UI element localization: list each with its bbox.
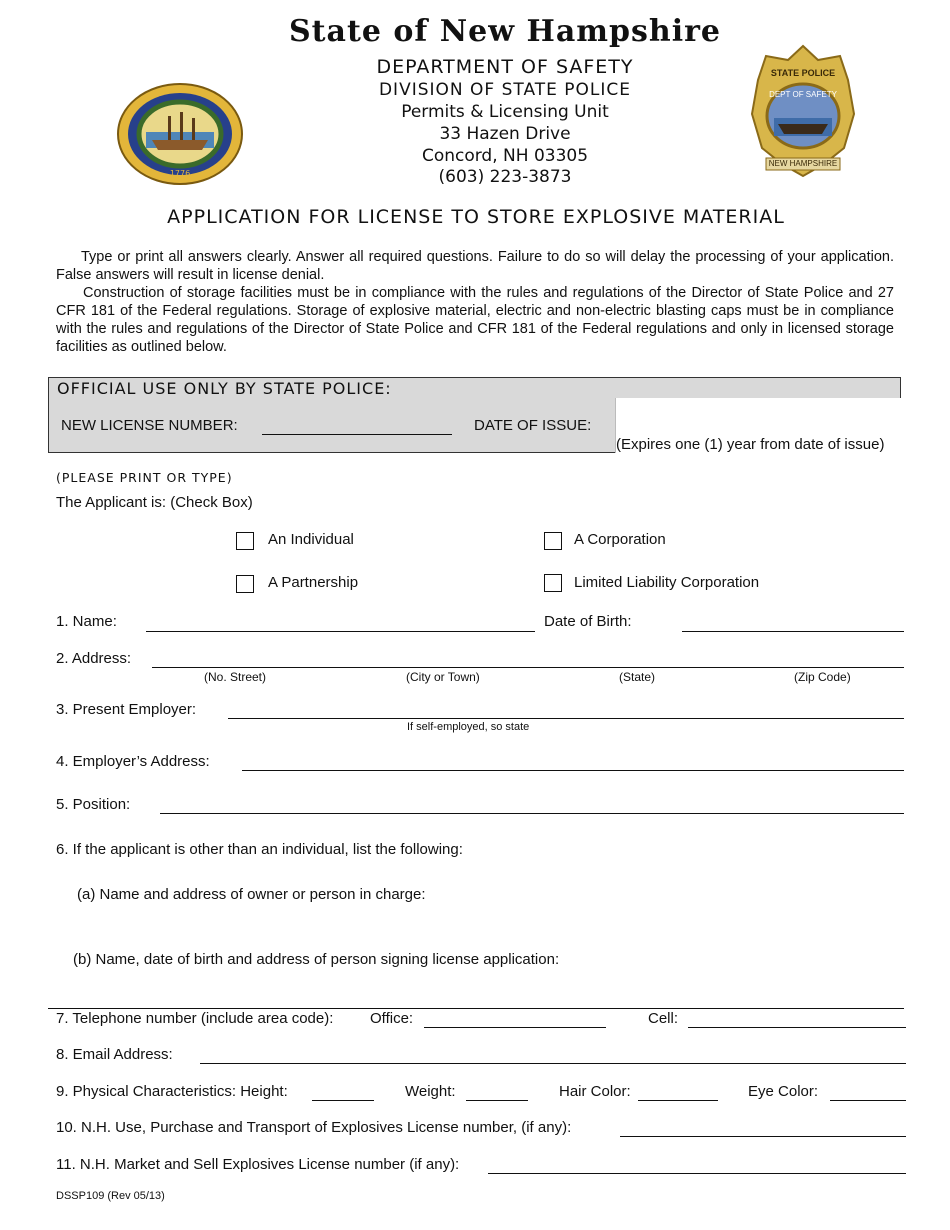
address-zip-hint: (Zip Code) — [794, 670, 851, 684]
form-revision: DSSP109 (Rev 05/13) — [56, 1190, 165, 1202]
address-label: 2. Address: — [56, 650, 132, 667]
badge-bottom-text: NEW HAMPSHIRE — [768, 159, 838, 168]
address-input[interactable] — [152, 667, 904, 668]
telephone-label: 7. Telephone number (include area code): — [56, 1010, 334, 1027]
date-of-issue-label: DATE OF ISSUE: — [474, 417, 592, 434]
question-6a-label: (a) Name and address of owner or person in charge: — [77, 886, 426, 903]
division-name: DIVISION OF STATE POLICE — [378, 80, 632, 100]
email-label: 8. Email Address: — [56, 1046, 173, 1063]
form-title: APPLICATION FOR LICENSE TO STORE EXPLOSIVE MATERIAL — [167, 206, 785, 228]
question-6b-label: (b) Name, date of birth and address of person signing license application: — [73, 951, 560, 968]
new-license-input[interactable] — [262, 434, 452, 435]
email-input[interactable] — [200, 1063, 906, 1064]
state-title: State of New Hampshire — [289, 14, 721, 49]
cell-phone-input[interactable] — [688, 1027, 906, 1028]
eye-color-label: Eye Color: — [748, 1083, 819, 1100]
intro-paragraph-2: Construction of storage facilities must be in compliance with the rules and regulations of the Director of State Police and 27 CFR 181 of the Federal regulations. Storage of explosive material, electric and non-electric blasting caps must be in compliance with the rules and regulations of the Director of State Police and CFR 181 of the Federal regulations and only in licensed storage facilities as outlined below. — [56, 285, 894, 355]
individual-label: An Individual — [268, 531, 354, 548]
hair-color-label: Hair Color: — [559, 1083, 631, 1100]
use-purchase-license-label: 10. N.H. Use, Purchase and Transport of Explosives License number, (if any): — [56, 1119, 572, 1136]
position-input[interactable] — [160, 813, 904, 814]
applicant-type-label: The Applicant is: (Check Box) — [56, 494, 253, 511]
height-input[interactable] — [312, 1100, 374, 1101]
physical-height-label: 9. Physical Characteristics: Height: — [56, 1083, 288, 1100]
address-street-hint: (No. Street) — [204, 670, 267, 684]
dob-label: Date of Birth: — [544, 613, 632, 630]
phone-number: (603) 223-3873 — [438, 167, 572, 187]
eye-color-input[interactable] — [830, 1100, 906, 1101]
hair-color-input[interactable] — [638, 1100, 718, 1101]
cell-phone-label: Cell: — [648, 1010, 679, 1027]
market-sell-license-input[interactable] — [488, 1173, 906, 1174]
individual-checkbox[interactable] — [236, 532, 254, 550]
city-address: Concord, NH 03305 — [421, 146, 589, 166]
new-license-label: NEW LICENSE NUMBER: — [61, 417, 238, 434]
use-purchase-license-input[interactable] — [620, 1136, 906, 1137]
weight-input[interactable] — [466, 1100, 528, 1101]
employer-address-input[interactable] — [242, 770, 904, 771]
name-label: 1. Name: — [56, 613, 117, 630]
street-address: 33 Hazen Drive — [439, 124, 571, 144]
dob-input[interactable] — [682, 631, 904, 632]
question-6b-input[interactable] — [48, 1008, 904, 1009]
intro-paragraph-1: Type or print all answers clearly. Answer all required questions. Failure to do so will delay the processing of your application. False answers will result in license denial. — [56, 249, 894, 283]
badge-top-text: STATE POLICE — [770, 68, 836, 78]
badge-ring-text: DEPT OF SAFETY — [769, 90, 837, 99]
position-label: 5. Position: — [56, 796, 131, 813]
employer-input[interactable] — [228, 718, 904, 719]
please-print-note: (PLEASE PRINT OR TYPE) — [56, 470, 233, 485]
name-input[interactable] — [146, 631, 535, 632]
market-sell-license-label: 11. N.H. Market and Sell Explosives License number (if any): — [56, 1156, 460, 1173]
office-phone-input[interactable] — [424, 1027, 606, 1028]
official-use-box — [48, 377, 901, 453]
employer-label: 3. Present Employer: — [56, 701, 197, 718]
self-employed-hint: If self-employed, so state — [407, 721, 530, 733]
office-phone-label: Office: — [370, 1010, 414, 1027]
expires-note: (Expires one (1) year from date of issue) — [616, 436, 885, 453]
address-state-hint: (State) — [619, 670, 656, 684]
address-city-hint: (City or Town) — [406, 670, 480, 684]
partnership-label: A Partnership — [268, 574, 359, 591]
llc-checkbox[interactable] — [544, 574, 562, 592]
employer-address-label: 4. Employer’s Address: — [56, 753, 210, 770]
unit-name: Permits & Licensing Unit — [401, 102, 609, 122]
official-heading: OFFICIAL USE ONLY BY STATE POLICE: — [57, 379, 392, 398]
corporation-checkbox[interactable] — [544, 532, 562, 550]
weight-label: Weight: — [405, 1083, 456, 1100]
corporation-label: A Corporation — [574, 531, 666, 548]
partnership-checkbox[interactable] — [236, 575, 254, 593]
department-name: DEPARTMENT OF SAFETY — [376, 56, 634, 78]
question-6-label: 6. If the applicant is other than an individual, list the following: — [56, 841, 463, 858]
svg-text:1776: 1776 — [169, 169, 191, 178]
llc-label: Limited Liability Corporation — [574, 574, 760, 591]
